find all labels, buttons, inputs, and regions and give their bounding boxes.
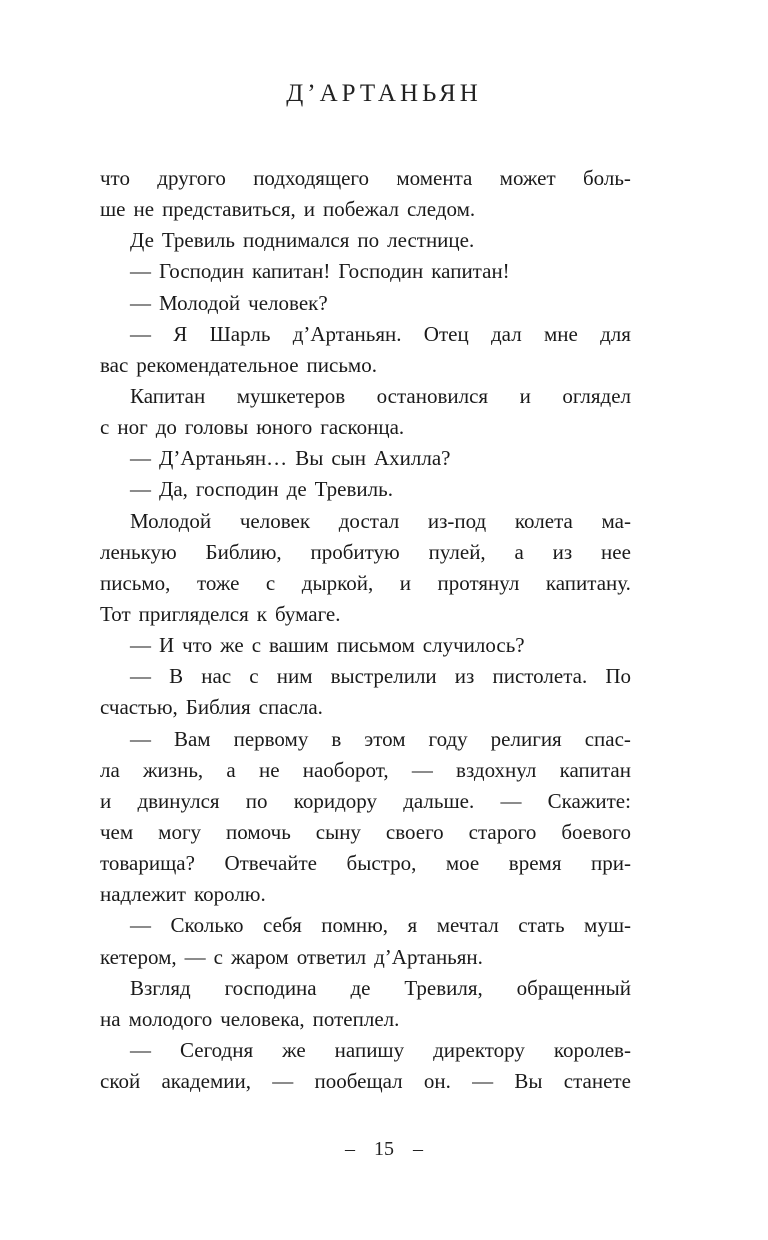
- word: —: [500, 788, 522, 813]
- word: мне: [543, 321, 578, 346]
- word: —: [130, 913, 151, 938]
- word: Д’Артаньян…: [159, 446, 288, 471]
- word: —: [130, 664, 151, 689]
- word: стать: [518, 913, 565, 938]
- text-line: [100, 412, 631, 443]
- word: нас: [201, 664, 232, 689]
- word: вас: [100, 352, 129, 377]
- word: и: [399, 570, 411, 595]
- text-line: [100, 973, 631, 1004]
- word: поднимался: [242, 228, 350, 253]
- word: не: [258, 757, 280, 782]
- text-line: [100, 506, 631, 537]
- word: муш-: [584, 913, 631, 938]
- word: остановился: [376, 383, 489, 408]
- word: гасконца.: [320, 415, 405, 440]
- word: Вы: [295, 446, 324, 471]
- word: пробитую: [310, 539, 400, 564]
- word: Да,: [159, 477, 188, 502]
- text-line: [100, 630, 631, 661]
- word: а: [226, 757, 236, 782]
- word: на: [100, 1006, 121, 1031]
- word: д’Артаньян.: [292, 321, 402, 346]
- word: директору: [433, 1037, 525, 1062]
- word: Взгляд: [130, 975, 191, 1000]
- word: не: [133, 197, 155, 222]
- word: мушкетеров: [236, 383, 346, 408]
- word: обращенный: [516, 975, 631, 1000]
- text-line: [100, 288, 631, 319]
- text-line: [100, 848, 631, 879]
- text-line: [100, 755, 631, 786]
- word: пистолета.: [492, 664, 588, 689]
- word: надлежит: [100, 882, 186, 907]
- word: побежал: [323, 197, 399, 222]
- word: быстро,: [346, 851, 417, 876]
- word: По: [605, 664, 631, 689]
- word: же: [220, 633, 244, 658]
- word: Я: [173, 321, 188, 346]
- word: протянул: [437, 570, 520, 595]
- word: для: [600, 321, 631, 346]
- word: человек: [239, 508, 311, 533]
- word: пообещал: [314, 1069, 403, 1094]
- word: Шарль: [209, 321, 271, 346]
- word: станете: [563, 1069, 631, 1094]
- word: бумаге.: [275, 601, 341, 626]
- folio-dash-right: –: [413, 1138, 423, 1160]
- word: что: [100, 166, 130, 190]
- word: Тот: [100, 601, 131, 626]
- text-line: [100, 724, 631, 755]
- word: ше: [100, 197, 126, 222]
- word: В: [169, 664, 184, 689]
- word: ма-: [601, 508, 631, 533]
- text-line: [100, 319, 631, 350]
- word: Сколько: [170, 913, 244, 938]
- word: ленькую: [100, 539, 177, 564]
- word: господина: [224, 975, 317, 1000]
- text-line: [100, 194, 631, 225]
- word: колета: [514, 508, 573, 533]
- word: —: [130, 1037, 151, 1062]
- word: Отвечайте: [224, 851, 318, 876]
- word: капитан: [559, 757, 631, 782]
- word: головы: [184, 415, 249, 440]
- word: из: [454, 664, 475, 689]
- word: к: [256, 601, 267, 626]
- text-line: [100, 537, 631, 568]
- word: академии,: [161, 1069, 252, 1094]
- word: —: [272, 1069, 294, 1094]
- word: мечтал: [436, 913, 499, 938]
- word: старого: [468, 819, 537, 844]
- text-line: [100, 599, 631, 630]
- word: время: [508, 851, 562, 876]
- word: с: [265, 570, 276, 595]
- word: вздохнул: [456, 757, 537, 782]
- word: Капитан: [130, 383, 206, 408]
- word: из-под: [427, 508, 487, 533]
- word: а: [514, 539, 524, 564]
- word: кетером,: [100, 944, 177, 969]
- word: юного: [256, 415, 313, 440]
- word: письмо,: [100, 570, 171, 595]
- word: Тревиля,: [404, 975, 483, 1000]
- text-line: [100, 1066, 631, 1097]
- word: товарища?: [100, 851, 195, 876]
- word: напишу: [334, 1037, 405, 1062]
- word: могу: [158, 819, 202, 844]
- word: письмом: [336, 633, 415, 658]
- text-line: [100, 381, 631, 412]
- word: ответил: [296, 944, 367, 969]
- word: другого: [157, 166, 226, 190]
- word: капитан!: [431, 259, 510, 284]
- word: по: [245, 788, 268, 813]
- word: ла: [100, 757, 120, 782]
- word: оглядел: [562, 383, 631, 408]
- word: жаром: [230, 944, 289, 969]
- word: капитану.: [545, 570, 631, 595]
- word: помочь: [226, 819, 291, 844]
- word: и: [100, 788, 112, 813]
- word: человек?: [248, 290, 328, 315]
- word: пулей,: [428, 539, 486, 564]
- word: наоборот,: [302, 757, 389, 782]
- word: я: [407, 913, 418, 938]
- word: —: [130, 446, 151, 471]
- page-footer: [0, 1138, 768, 1161]
- text-line: [100, 879, 631, 910]
- word: он.: [423, 1069, 451, 1094]
- word: из: [552, 539, 573, 564]
- word: двинулся: [137, 788, 220, 813]
- word: этом: [364, 726, 406, 751]
- word: Молодой: [130, 508, 212, 533]
- word: помню,: [321, 913, 389, 938]
- word: Сегодня: [179, 1037, 254, 1062]
- word: с: [213, 944, 223, 969]
- word: молодого: [128, 1006, 213, 1031]
- word: Вы: [514, 1069, 543, 1094]
- word: Тревиль: [161, 228, 235, 253]
- word: Господин: [159, 259, 244, 284]
- word: и: [303, 197, 315, 222]
- word: при-: [591, 851, 631, 876]
- text-line: [100, 443, 631, 474]
- word: ской: [100, 1069, 141, 1094]
- word: Отец: [423, 321, 469, 346]
- word: —: [184, 944, 206, 969]
- word: подходящего: [253, 166, 370, 190]
- word: капитан!: [251, 259, 331, 284]
- text-line: [100, 350, 631, 381]
- word: —: [130, 633, 151, 658]
- running-title: Д’АРТАНЬЯН: [286, 80, 482, 107]
- word: письмо.: [306, 352, 377, 377]
- word: де: [286, 477, 307, 502]
- folio-dash-left: –: [345, 1138, 355, 1160]
- word: до: [155, 415, 177, 440]
- word: сын: [331, 446, 366, 471]
- word: следом.: [406, 197, 476, 222]
- word: Тревиль.: [314, 477, 393, 502]
- word: И: [159, 633, 175, 658]
- word: —: [472, 1069, 494, 1094]
- word: —: [130, 321, 151, 346]
- word: спасла.: [258, 695, 323, 720]
- word: представиться,: [162, 197, 296, 222]
- text-line: [100, 661, 631, 692]
- word: пригляделся: [138, 601, 249, 626]
- word: тоже: [196, 570, 240, 595]
- word: своего: [385, 819, 444, 844]
- word: счастью,: [100, 695, 178, 720]
- word: религия: [490, 726, 562, 751]
- word: году: [428, 726, 468, 751]
- word: сыну: [315, 819, 361, 844]
- word: дал: [491, 321, 522, 346]
- word: Молодой: [159, 290, 241, 315]
- word: выстрелили: [330, 664, 437, 689]
- word: достал: [338, 508, 400, 533]
- word: с: [249, 664, 259, 689]
- word: д’Артаньян.: [374, 944, 483, 969]
- word: господин: [195, 477, 279, 502]
- word: с: [100, 415, 110, 440]
- word: —: [130, 726, 151, 751]
- word: может: [499, 166, 556, 190]
- word: де: [350, 975, 371, 1000]
- word: Библию,: [205, 539, 282, 564]
- word: что: [182, 633, 213, 658]
- page-number: 15: [374, 1138, 394, 1160]
- word: вашим: [269, 633, 329, 658]
- word: коридору: [293, 788, 378, 813]
- text-line: [100, 692, 631, 723]
- word: мое: [445, 851, 480, 876]
- text-line: [100, 910, 631, 941]
- word: человека,: [220, 1006, 305, 1031]
- word: по: [357, 228, 380, 253]
- word: дыркой,: [301, 570, 374, 595]
- body-text: [100, 163, 631, 1097]
- word: Господин: [338, 259, 424, 284]
- word: ним: [276, 664, 313, 689]
- word: ног: [117, 415, 148, 440]
- word: Скажите:: [547, 788, 631, 813]
- text-line: [100, 1035, 631, 1066]
- text-line: [100, 786, 631, 817]
- word: момента: [396, 166, 473, 190]
- text-line: [100, 163, 631, 194]
- text-line: [100, 817, 631, 848]
- word: королю.: [193, 882, 266, 907]
- word: себя: [263, 913, 302, 938]
- text-line: [100, 568, 631, 599]
- text-line: [100, 942, 631, 973]
- word: боль-: [582, 166, 631, 190]
- word: —: [130, 477, 151, 502]
- word: лестнице.: [387, 228, 475, 253]
- word: Вам: [173, 726, 211, 751]
- word: с: [251, 633, 262, 658]
- word: рекомендательное: [136, 352, 299, 377]
- word: королев-: [553, 1037, 631, 1062]
- word: —: [411, 757, 433, 782]
- word: случилось?: [422, 633, 525, 658]
- word: спас-: [584, 726, 631, 751]
- word: боевого: [561, 819, 631, 844]
- word: в: [331, 726, 342, 751]
- word: дальше.: [403, 788, 475, 813]
- word: Ахилла?: [373, 446, 451, 471]
- word: —: [130, 259, 151, 284]
- word: —: [130, 290, 151, 315]
- word: же: [282, 1037, 306, 1062]
- word: Библия: [185, 695, 251, 720]
- word: потеплел.: [312, 1006, 400, 1031]
- text-line: [100, 256, 631, 287]
- word: и: [519, 383, 531, 408]
- word: чем: [100, 819, 134, 844]
- word: нее: [601, 539, 631, 564]
- word: жизнь,: [143, 757, 204, 782]
- text-line: [100, 474, 631, 505]
- text-line: [100, 225, 631, 256]
- word: первому: [233, 726, 309, 751]
- word: Де: [130, 228, 154, 253]
- text-line: [100, 1004, 631, 1035]
